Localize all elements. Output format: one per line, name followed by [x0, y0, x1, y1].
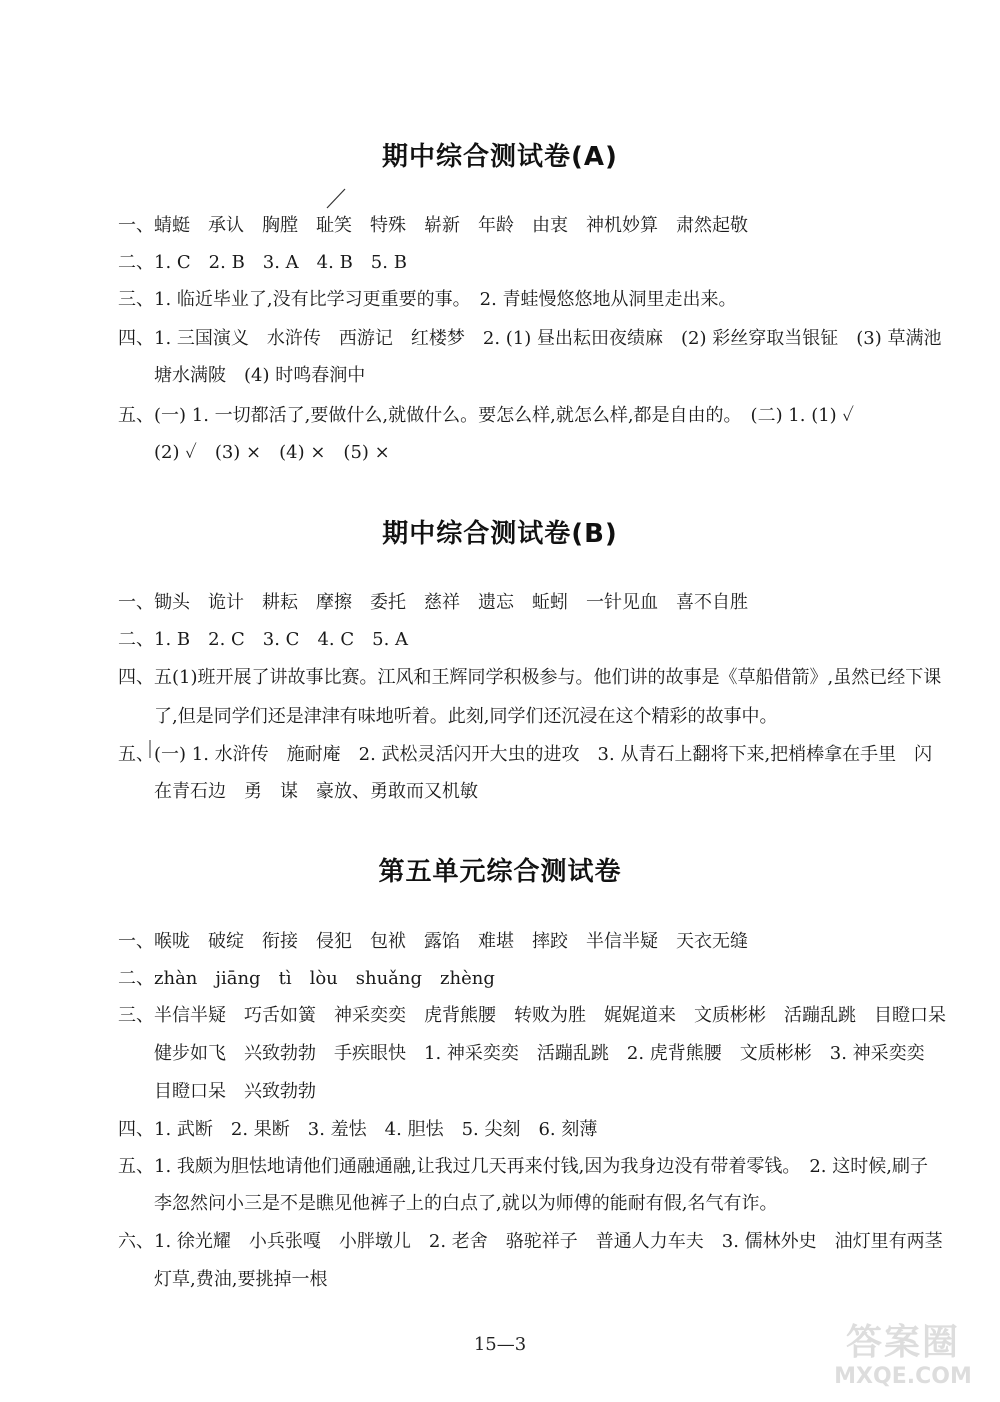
- answer-line: 李忽然问小三是不是瞧见他裤子上的白点了,就以为师傅的能耐有假,名气有诈。: [118, 1193, 778, 1214]
- page-number: 15—3: [473, 1334, 527, 1355]
- answer-line: 塘水满陂 (4) 时鸣春涧中: [118, 365, 366, 386]
- section-title-unit-five: 第五单元综合测试卷: [378, 857, 622, 887]
- section-title-midterm-a: 期中综合测试卷(A): [382, 142, 618, 172]
- section-title-midterm-b: 期中综合测试卷(B): [382, 519, 618, 549]
- watermark-text: 答案圈: [845, 1322, 960, 1363]
- answer-line: 目瞪口呆 兴致勃勃: [118, 1081, 316, 1102]
- answer-line: 灯草,费油,要挑掉一根: [118, 1269, 328, 1290]
- answer-line: 一、喉咙 破绽 衔接 侵犯 包袱 露馅 难堪 摔跤 半信半疑 天衣无缝: [118, 931, 748, 952]
- answer-line: 五、(一) 1. 水浒传 施耐庵 2. 武松灵活闪开大虫的进攻 3. 从青石上翻将下来,把梢棒拿在手里 闪: [118, 744, 933, 765]
- answer-line: (2) ✓ (3) × (4) × (5) ×: [118, 442, 390, 463]
- answer-line: 四、五(1)班开展了讲故事比赛。江风和王辉同学积极参与。他们讲的故事是《草船借箭》,虽然已经下课: [118, 667, 942, 688]
- watermark-logo: [818, 1322, 988, 1394]
- answer-line: 健步如飞 兴致勃勃 手疾眼快 1. 神采奕奕 活蹦乱跳 2. 虎背熊腰 文质彬彬 3. 神采奕奕: [118, 1043, 925, 1064]
- answer-line: 五、(一) 1. 一切都活了,要做什么,就做什么。要怎么样,就怎么样,都是自由的。 (二) 1. (1) ✓: [118, 405, 855, 426]
- answer-line: 六、1. 徐光耀 小兵张嘎 小胖墩儿 2. 老舍 骆驼祥子 普通人力车夫 3. 儒林外史 油灯里有两茎: [118, 1231, 943, 1252]
- answer-line: 了,但是同学们还是津津有味地听着。此刻,同学们还沉浸在这个精彩的故事中。: [118, 706, 778, 727]
- pen-stroke-mark: [325, 186, 349, 210]
- answer-line: 三、半信半疑 巧舌如簧 神采奕奕 虎背熊腰 转败为胜 娓娓道来 文质彬彬 活蹦乱跳 目瞪口呆: [118, 1005, 946, 1026]
- answer-line: 一、蜻蜓 承认 胸膛 耻笑 特殊 崭新 年龄 由衷 神机妙算 肃然起敬: [118, 215, 748, 236]
- answer-line: 二、zhàn jiāng tì lòu shuǎng zhèng: [118, 968, 495, 989]
- answer-line: 三、1. 临近毕业了,没有比学习更重要的事。 2. 青蛙慢悠悠地从洞里走出来。: [118, 289, 737, 310]
- pen-stroke-mark: [147, 738, 153, 762]
- answer-line: 四、1. 武断 2. 果断 3. 羞怯 4. 胆怯 5. 尖刻 6. 刻薄: [118, 1119, 598, 1140]
- answer-line: 五、1. 我颇为胆怯地请他们通融通融,让我过几天再来付钱,因为我身边没有带着零钱。 2. 这时候,刷子: [118, 1156, 928, 1177]
- answer-line: 四、1. 三国演义 水浒传 西游记 红楼梦 2. (1) 昼出耘田夜绩麻 (2) 彩丝穿取当银钲 (3) 草满池: [118, 328, 942, 349]
- answer-line: 在青石边 勇 谋 豪放、勇敢而又机敏: [118, 781, 478, 802]
- watermark-url: MXQE.COM: [834, 1364, 972, 1389]
- answer-line: 二、1. B 2. C 3. C 4. C 5. A: [118, 629, 409, 650]
- answer-line: 二、1. C 2. B 3. A 4. B 5. B: [118, 252, 407, 273]
- answer-line: 一、锄头 诡计 耕耘 摩擦 委托 慈祥 遗忘 蚯蚓 一针见血 喜不自胜: [118, 592, 748, 613]
